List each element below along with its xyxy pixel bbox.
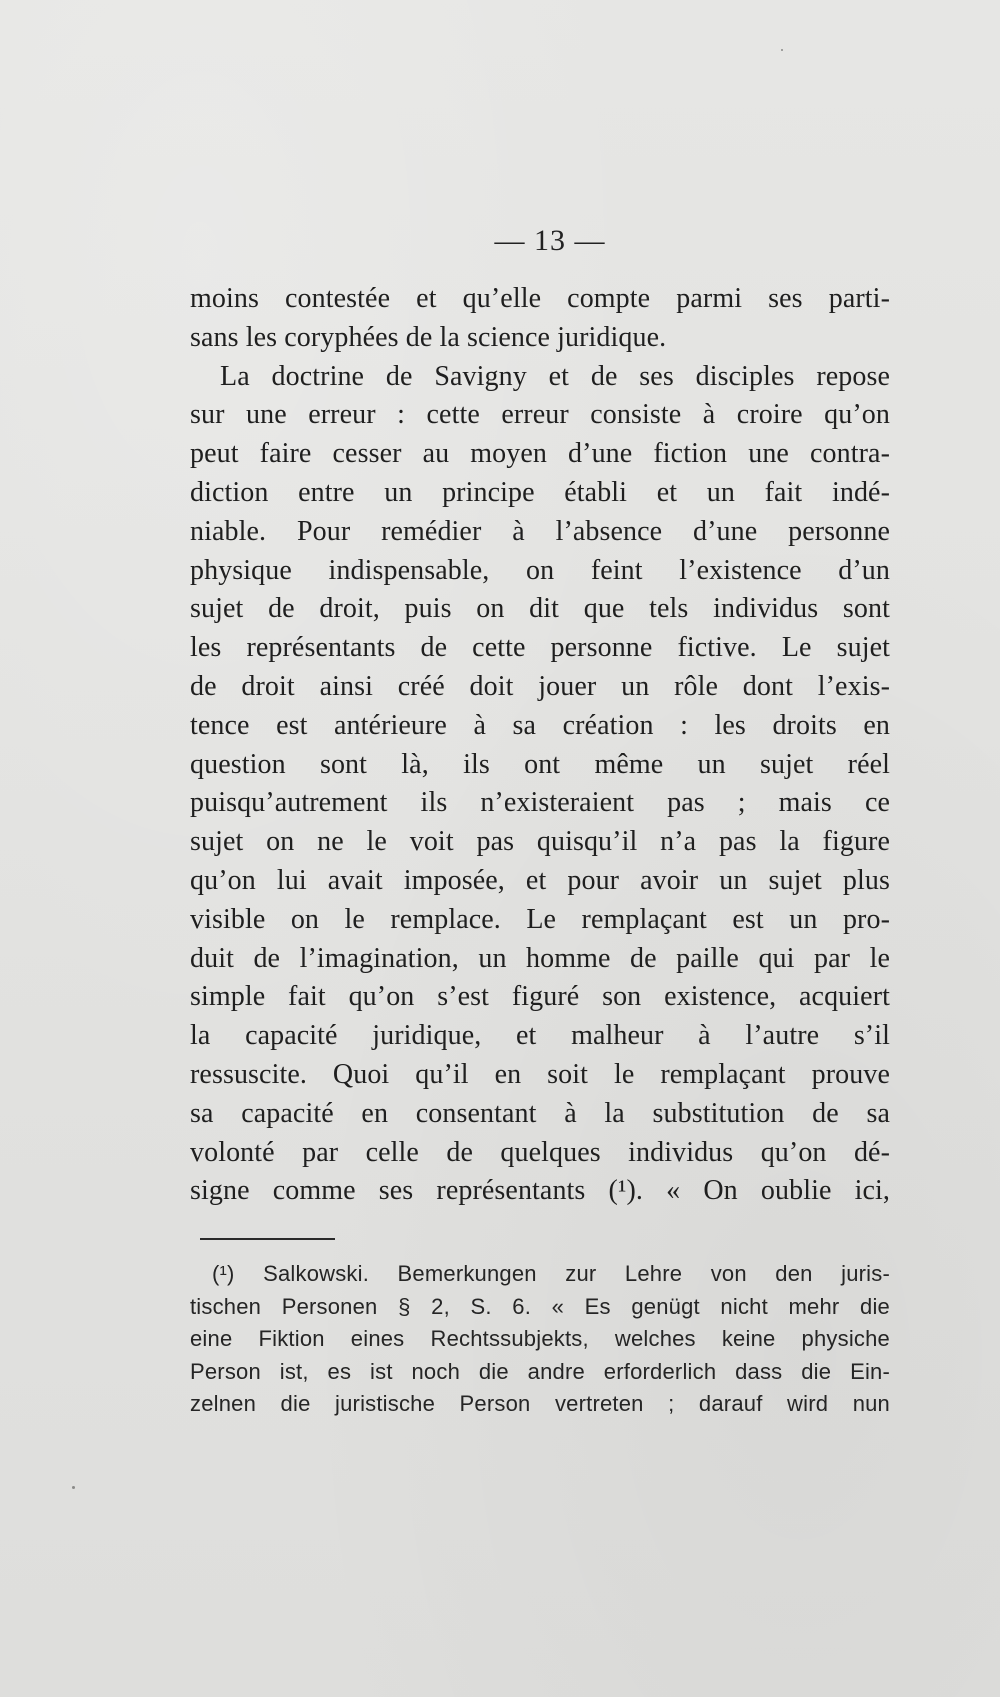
body-line: qu’on lui avait imposée, et pour avoir un sujet plus <box>190 864 890 896</box>
footnote-line: Person ist, es ist noch die andre erforderlich dass die Ein- <box>190 1358 890 1384</box>
body-line: sujet on ne le voit pas quisqu’il n’a pas la figure <box>190 826 890 858</box>
footnote-line: eine Fiktion eines Rechtssubjekts, welches keine physiche <box>190 1326 890 1351</box>
body-line: moins contestée et qu’elle compte parmi ses parti- <box>190 283 890 314</box>
footnote-line: zelnen die juristische Person vertreten ; darauf wird nun <box>190 1391 890 1416</box>
body-line: signe comme ses représentants (¹). « On oublie ici, <box>190 1175 890 1207</box>
body-line: la capacité juridique, et malheur à l’autre s’il <box>190 1020 890 1052</box>
body-line: La doctrine de Savigny et de ses disciples repose <box>220 360 890 392</box>
body-line: visible on le remplace. Le remplaçant est un pro- <box>190 903 890 935</box>
body-line: sujet de droit, puis on dit que tels individus sont <box>190 593 890 625</box>
paper-speck <box>72 1486 75 1489</box>
body-line: peut faire cesser au moyen d’une fiction une contra- <box>190 438 890 470</box>
body-line: tence est antérieure à sa création : les droits en <box>190 709 890 741</box>
footnote-line: (¹) Salkowski. Bemerkungen zur Lehre von den juris- <box>212 1261 890 1286</box>
footnote-text <box>190 1258 890 1421</box>
footnote-line: tischen Personen § 2, S. 6. « Es genügt nicht mehr die <box>190 1293 890 1319</box>
body-line: volonté par celle de quelques individus qu’on dé- <box>190 1136 890 1168</box>
body-line: question sont là, ils ont même un sujet réel <box>190 748 890 780</box>
body-line: physique indispensable, on feint l’existence d’un <box>190 554 890 586</box>
body-line: duit de l’imagination, un homme de paille qui par le <box>190 942 890 974</box>
body-line: puisqu’autrement ils n’existeraient pas ; mais ce <box>190 787 890 819</box>
body-line: ressuscite. Quoi qu’il en soit le remplaçant prouve <box>190 1058 890 1090</box>
body-line: sur une erreur : cette erreur consiste à croire qu’on <box>190 399 890 431</box>
body-line: sans les coryphées de la science juridique. <box>190 321 667 353</box>
body-text <box>190 280 890 1211</box>
body-line: diction entre un principe établi et un fait indé- <box>190 476 890 508</box>
page-number: — 13 — <box>494 224 606 257</box>
body-line: de droit ainsi créé doit jouer un rôle dont l’exis- <box>190 670 890 702</box>
paper-speck <box>781 49 783 51</box>
body-line: sa capacité en consentant à la substitution de sa <box>190 1097 890 1129</box>
body-line: niable. Pour remédier à l’absence d’une personne <box>190 515 890 547</box>
body-line: simple fait qu’on s’est figuré son existence, acquiert <box>190 981 890 1013</box>
footnote-divider <box>200 1238 335 1240</box>
body-line: les représentants de cette personne fictive. Le sujet <box>190 632 890 664</box>
